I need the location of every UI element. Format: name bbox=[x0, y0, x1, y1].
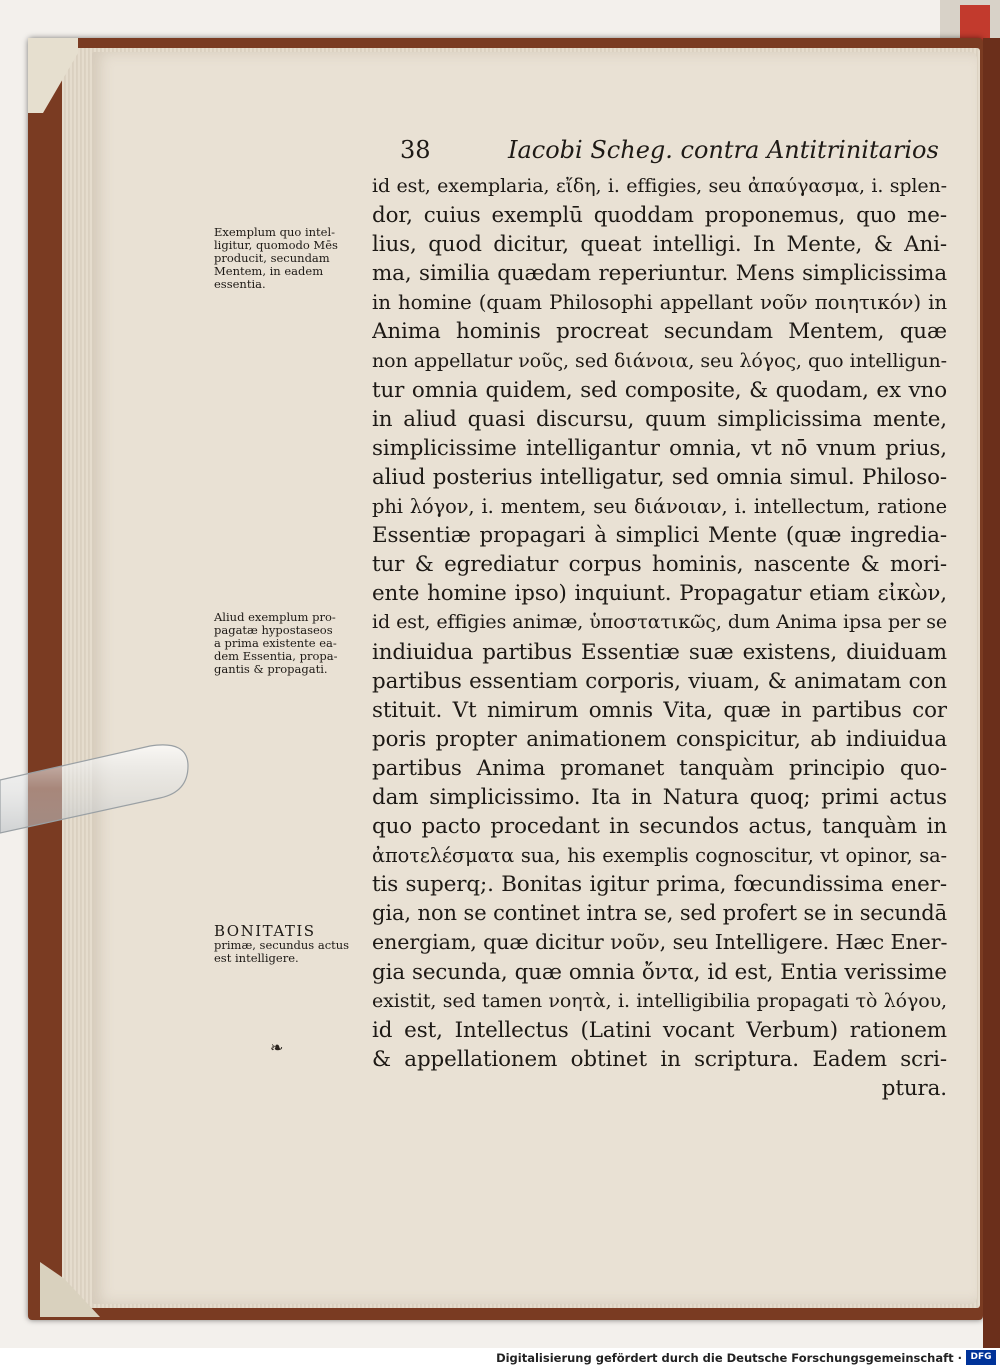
text-line: in aliud quasi discursu, quum simplicissima mente, bbox=[372, 406, 947, 432]
text-line: existit, sed tamen νοητὰ, i. intelligibilia propagati τὸ λόγου, bbox=[372, 989, 947, 1012]
margin-note-2 bbox=[214, 611, 338, 676]
running-head-title: Iacobi Scheg. contra Antitrinitarios bbox=[508, 136, 939, 164]
text-line: ma, similia quædam reperiuntur. Mens simplicissima bbox=[372, 261, 947, 287]
text-line: Essentiæ propagari à simplici Mente (quæ ingredia- bbox=[372, 523, 947, 549]
margin-note-line: primæ, secundus actus bbox=[214, 938, 350, 952]
text-line: id est, exemplaria, εἴδη, i. effigies, seu ἀπαύγασμα, i. splen- bbox=[372, 175, 947, 197]
book-cover-edge bbox=[983, 38, 1000, 1348]
margin-note-line: producit, secundam bbox=[214, 251, 330, 265]
text-line: id est, effigies animæ, ὑποστατικῶς, dum Anima ipsa per se bbox=[372, 611, 947, 634]
body-text bbox=[372, 172, 947, 1103]
text-line: simplicissime intelligantur omnia, vt nō vnum prius, bbox=[372, 435, 947, 461]
text-line: non appellatur νοῦς, sed διάνοια, seu λόγος, quo intelligun- bbox=[372, 349, 947, 372]
text-line: in homine (quam Philosophi appellant νοῦν ποιητικόν) in bbox=[372, 291, 947, 315]
text-line: partibus essentiam corporis, viuam, & animatam con bbox=[372, 668, 947, 694]
footer-credit: Digitalisierung gefördert durch die Deutsche Forschungsgemeinschaft · bbox=[496, 1351, 962, 1365]
text-line: Anima hominis procreat secundam Mentem, quæ bbox=[372, 319, 947, 345]
margin-note-line: gantis & propagati. bbox=[214, 662, 328, 676]
margin-note-line: BONITATIS bbox=[214, 922, 316, 940]
text-line: tis superq;. Bonitas igitur prima, fœcundissima ener- bbox=[372, 872, 947, 898]
margin-note-line: est intelligere. bbox=[214, 951, 299, 965]
margin-note-line: dem Essentia, propa- bbox=[214, 649, 338, 663]
margin-note-line: a prima existente ea- bbox=[214, 636, 337, 650]
text-line: gia secunda, quæ omnia ὄντα, id est, Entia verissime bbox=[372, 959, 947, 985]
text-line: indiuidua partibus Essentiæ suæ existens, diuiduam bbox=[372, 639, 947, 665]
margin-note-line: essentia. bbox=[214, 277, 266, 291]
margin-note-line: ligitur, quomodo Mēs bbox=[214, 238, 338, 252]
margin-note-1 bbox=[214, 226, 338, 291]
text-line: energiam, quæ dicitur νοῦν, seu Intelligere. Hæc Ener- bbox=[372, 930, 947, 955]
text-line: dam simplicissimo. Ita in Natura quoq; primi actus bbox=[372, 784, 947, 810]
margin-note-3 bbox=[214, 923, 349, 965]
text-line: gia, non se continet intra se, sed profert se in secundā bbox=[372, 901, 947, 926]
page-number: 38 bbox=[400, 136, 431, 164]
printer-ornament-icon: ❧ bbox=[270, 1038, 284, 1057]
catchword: ptura. bbox=[881, 1075, 947, 1101]
margin-note-line: Exemplum quo intel- bbox=[214, 225, 336, 239]
text-line: tur & egrediatur corpus hominis, nascente & mori- bbox=[372, 552, 947, 578]
text-line: ἀποτελέσματα sua, his exemplis cognoscitur, vt opinor, sa- bbox=[372, 844, 947, 868]
text-line: lius, quod dicitur, queat intelligi. In Mente, & Ani- bbox=[372, 232, 947, 258]
text-line: stituit. Vt nimirum omnis Vita, quæ in partibus cor bbox=[372, 697, 947, 723]
text-line: id est, Intellectus (Latini vocant Verbum) rationem bbox=[372, 1017, 947, 1043]
text-line: poris propter animationem conspicitur, ab indiuidua bbox=[372, 726, 947, 752]
text-line: tur omnia quidem, sed composite, & quodam, ex vno bbox=[372, 377, 947, 403]
text-line: phi λόγον, i. mentem, seu διάνοιαν, i. intellectum, ratione bbox=[372, 495, 947, 519]
dfg-logo: DFG bbox=[966, 1350, 996, 1365]
margin-note-line: Mentem, in eadem bbox=[214, 264, 324, 278]
text-line: aliud posterius intelligatur, sed omnia simul. Philoso- bbox=[372, 464, 947, 490]
margin-note-line: pagatæ hypostaseos bbox=[214, 623, 333, 637]
text-line: partibus Anima promanet tanquàm principio quo- bbox=[372, 755, 947, 781]
text-line: & appellationem obtinet in scriptura. Eadem scri- bbox=[372, 1046, 947, 1072]
text-line: quo pacto procedant in secundos actus, tanquàm in bbox=[372, 814, 947, 840]
text-line: dor, cuius exemplū quoddam proponemus, quo me- bbox=[372, 203, 947, 229]
text-line: ente homine ipso) inquiunt. Propagatur etiam εἰκὼν, bbox=[372, 581, 947, 607]
margin-note-line: Aliud exemplum pro- bbox=[214, 610, 336, 624]
